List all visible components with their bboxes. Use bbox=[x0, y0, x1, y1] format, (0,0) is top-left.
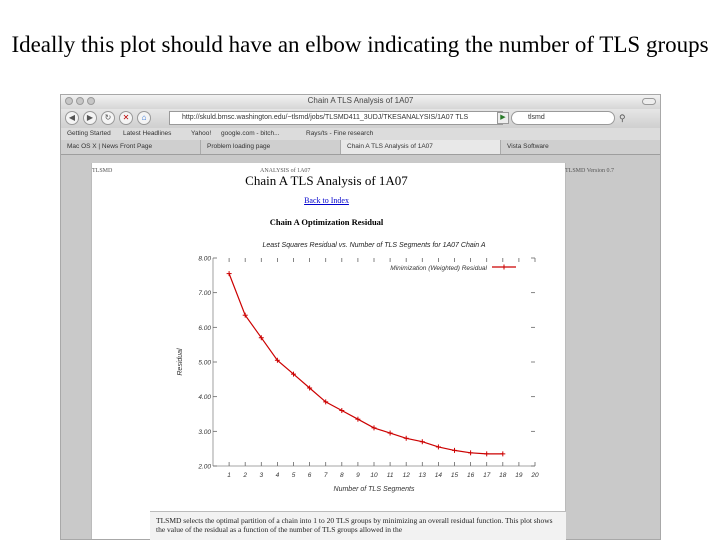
header-center: ANALYSIS of 1A07 bbox=[260, 168, 311, 174]
y-tick-label: 4.00 bbox=[198, 394, 211, 402]
x-tick-label: 4 bbox=[275, 472, 280, 479]
bookmark-item[interactable]: Yahoo! bbox=[191, 130, 212, 137]
header-left: TLSMD bbox=[92, 168, 113, 174]
go-button[interactable]: ▶ bbox=[497, 112, 509, 124]
search-input[interactable]: tlsmd bbox=[511, 111, 615, 125]
x-tick-label: 19 bbox=[515, 472, 523, 479]
back-to-index-link[interactable]: Back to Index bbox=[304, 196, 349, 205]
search-icon[interactable]: ⚲ bbox=[619, 113, 626, 123]
legend-label: Minimization (Weighted) Residual bbox=[390, 265, 487, 272]
page-viewport bbox=[61, 155, 661, 540]
x-tick-label: 18 bbox=[499, 472, 507, 479]
x-tick-label: 13 bbox=[418, 472, 426, 479]
x-tick-label: 6 bbox=[307, 472, 312, 479]
address-bar[interactable]: http://skuld.bmsc.washington.edu/~tlsmd/jobs/TLSMD411_3UDJ/TKESANALYSIS/1A07 TLS bbox=[169, 111, 503, 125]
slide-title: Ideally this plot should have an elbow indicating the number of TLS groups bbox=[11, 32, 709, 57]
x-tick-label: 5 bbox=[291, 472, 296, 479]
tab-problem-loading[interactable]: Problem loading page bbox=[201, 140, 341, 154]
x-axis-label: Number of TLS Segments bbox=[333, 486, 415, 493]
x-tick-label: 16 bbox=[466, 472, 475, 479]
y-tick-label: 2.00 bbox=[198, 463, 211, 471]
x-tick-label: 8 bbox=[339, 472, 344, 479]
y-tick-label: 5.00 bbox=[198, 359, 211, 367]
x-tick-label: 2 bbox=[243, 472, 248, 479]
x-tick-label: 11 bbox=[386, 472, 394, 479]
y-tick-label: 7.00 bbox=[198, 290, 211, 298]
x-tick-label: 1 bbox=[227, 472, 231, 479]
forward-button[interactable]: ▶ bbox=[83, 111, 97, 125]
bookmark-item[interactable]: Latest Headlines bbox=[123, 130, 172, 137]
browser-window bbox=[60, 94, 661, 540]
x-tick-label: 20 bbox=[531, 472, 539, 479]
toolbar-toggle-button[interactable] bbox=[642, 98, 656, 105]
tab-chain-a-tls[interactable]: Chain A TLS Analysis of 1A07 bbox=[341, 140, 501, 154]
description-text: TLSMD selects the optimal partition of a chain into 1 to 20 TLS groups by minimizing an overall residual function. This plot shows the value of the residual as a function of the number of TLS groups allowed in the bbox=[150, 511, 566, 540]
y-tick-label: 6.00 bbox=[198, 324, 211, 332]
home-icon[interactable]: ⌂ bbox=[137, 111, 151, 125]
bookmark-item[interactable]: Rays/ts - Fine research bbox=[306, 130, 374, 137]
chart-title: Least Squares Residual vs. Number of TLS Segments for 1A07 Chain A bbox=[262, 242, 486, 249]
bookmark-item[interactable]: Getting Started bbox=[67, 130, 111, 137]
x-tick-label: 10 bbox=[370, 472, 378, 479]
reload-icon[interactable]: ↻ bbox=[101, 111, 115, 125]
x-tick-label: 9 bbox=[356, 472, 360, 479]
header-right: TLSMD Version 0.7 bbox=[565, 168, 615, 174]
window-title: Chain A TLS Analysis of 1A07 bbox=[307, 96, 414, 105]
bookmark-item[interactable]: google.com - bitch... bbox=[221, 130, 280, 137]
tab-bar bbox=[61, 140, 660, 155]
y-tick-label: 3.00 bbox=[198, 428, 211, 436]
x-tick-label: 14 bbox=[434, 472, 443, 479]
tab-mac-news[interactable]: Mac OS X | News Front Page bbox=[61, 140, 201, 154]
stop-icon[interactable]: ✕ bbox=[119, 111, 133, 125]
window-titlebar bbox=[61, 95, 660, 110]
section-heading: Chain A Optimization Residual bbox=[269, 217, 384, 227]
x-tick-label: 15 bbox=[450, 472, 459, 479]
y-tick-label: 8.00 bbox=[198, 255, 211, 263]
x-tick-label: 3 bbox=[259, 472, 264, 479]
back-button[interactable]: ◀ bbox=[65, 111, 79, 125]
navigation-toolbar bbox=[61, 109, 660, 128]
x-tick-label: 12 bbox=[402, 472, 410, 479]
tab-vista-software[interactable]: Vista Software bbox=[501, 140, 661, 154]
x-tick-label: 7 bbox=[323, 472, 328, 479]
page-heading: Chain A TLS Analysis of 1A07 bbox=[245, 173, 408, 188]
y-axis-label: Residual bbox=[177, 348, 184, 376]
x-tick-label: 17 bbox=[483, 472, 491, 479]
